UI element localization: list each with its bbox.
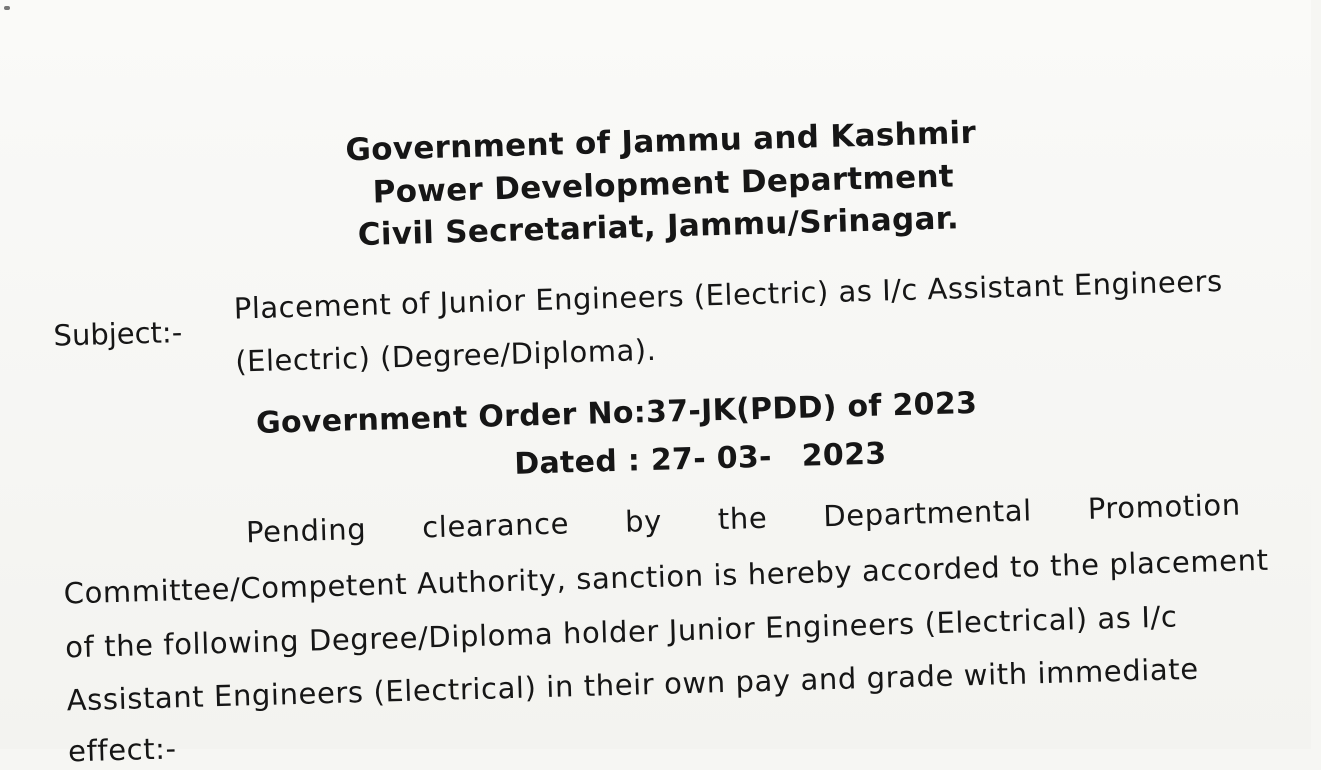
header-secretariat: Civil Secretariat, Jammu/Srinagar. (357, 200, 960, 254)
header-department: Power Development Department (372, 158, 955, 211)
header-government: Government of Jammu and Kashmir (344, 114, 977, 169)
body-word: Pending (245, 511, 367, 550)
body-line-5: effect:- (67, 731, 178, 769)
order-date (514, 436, 887, 481)
body-word: Promotion (1087, 487, 1242, 526)
order-date-month: 03- (716, 439, 773, 477)
body-word: by (624, 503, 663, 539)
subject-line-2: (Electric) (Degree/Diploma). (234, 332, 657, 379)
body-word: the (717, 500, 768, 537)
order-date-label: Dated : 27- (513, 441, 707, 482)
order-date-year: 2023 (801, 436, 887, 474)
order-number: Government Order No:37-JK(PDD) of 2023 (255, 385, 978, 442)
subject-line-1: Placement of Junior Engineers (Electric) as I/c Assistant Engineers (233, 263, 1223, 326)
body-line-4: Assistant Engineers (Electrical) in their own pay and grade with immediate (66, 651, 1200, 718)
body-line-3: of the following Degree/Diploma holder Junior Engineers (Electrical) as I/c (64, 599, 1178, 665)
ink-speck (4, 6, 10, 10)
body-line-1 (246, 488, 1242, 550)
body-line-2: Committee/Competent Authority, sanction is hereby accorded to the placement (63, 542, 1270, 611)
body-word: Departmental (822, 493, 1033, 534)
body-word: clearance (421, 506, 570, 545)
subject-label: Subject:- (53, 315, 183, 353)
